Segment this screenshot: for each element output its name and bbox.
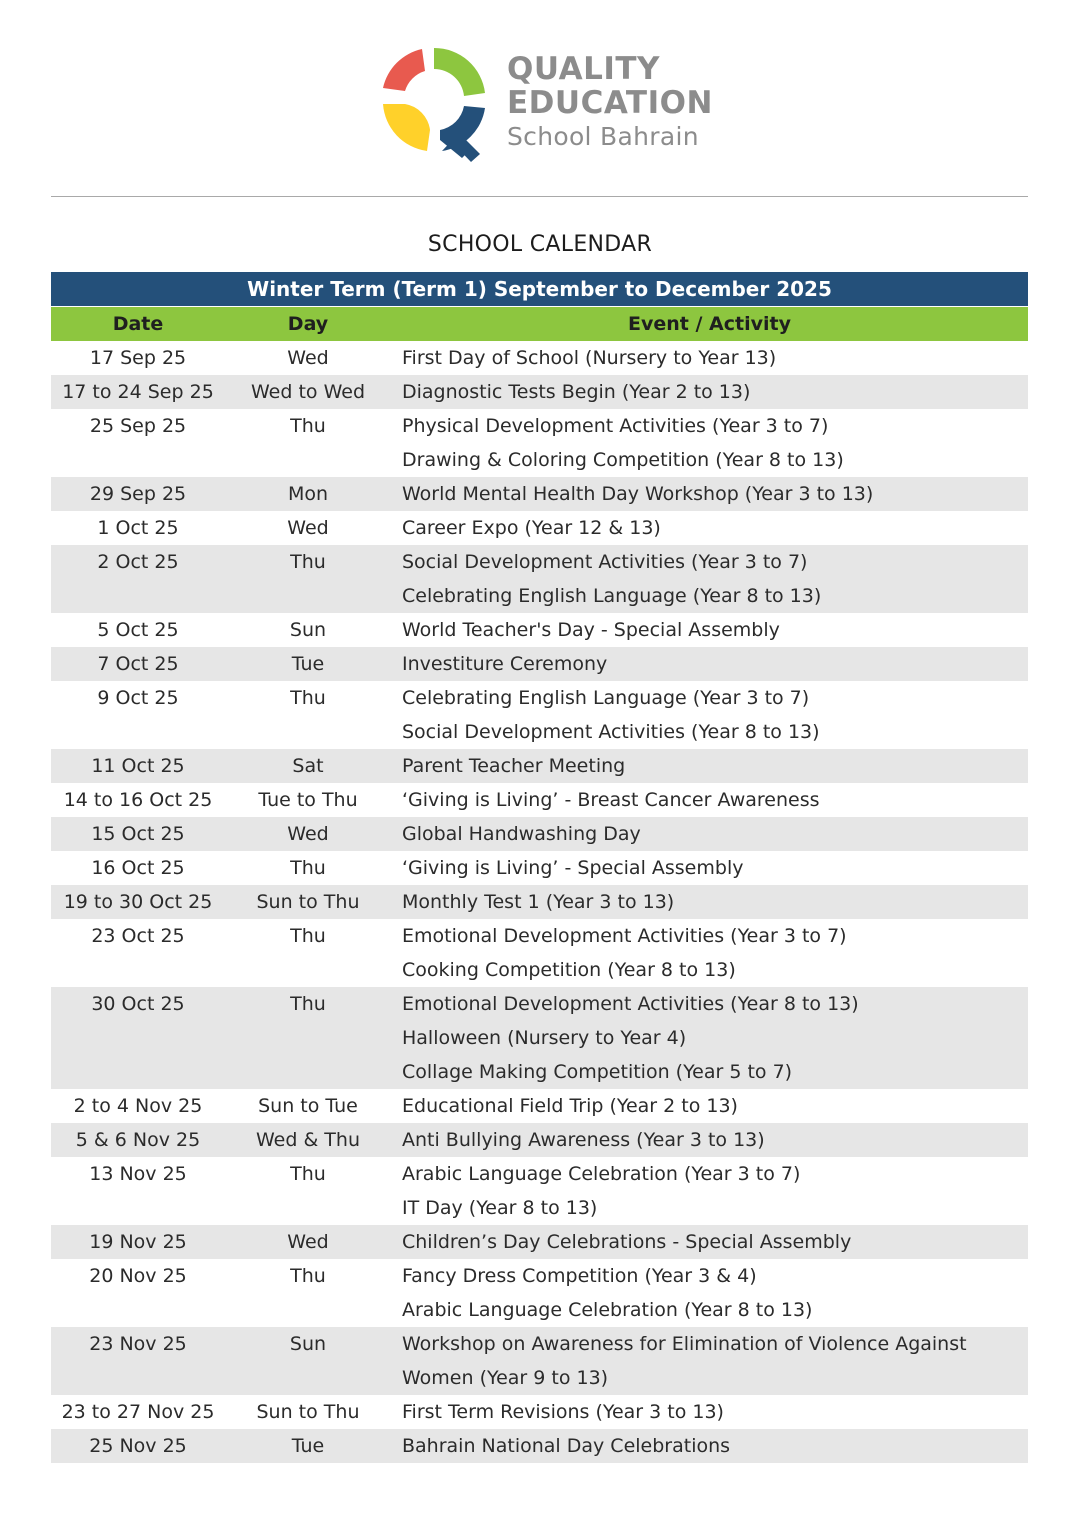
row-date: 16 Oct 25: [91, 857, 185, 879]
event-text: World Teacher's Day - Special Assembly: [402, 619, 780, 641]
row-events: [391, 987, 1028, 1089]
row-events: [391, 1327, 1028, 1395]
row-events: [391, 749, 1028, 783]
column-header-day: Day: [225, 307, 391, 341]
table-row: [51, 987, 1028, 1089]
event-text: Bahrain National Day Celebrations: [402, 1435, 731, 1457]
event-text: ‘Giving is Living’ - Breast Cancer Awareness: [402, 789, 820, 811]
row-date: 23 to 27 Nov 25: [61, 1401, 215, 1423]
calendar-table: [51, 307, 1028, 1463]
row-events: [391, 409, 1028, 477]
event-text: Emotional Development Activities (Year 3 to 7): [402, 925, 847, 947]
logo-segment-green: [434, 48, 485, 96]
row-events: [391, 1089, 1028, 1123]
row-date: 25 Sep 25: [89, 415, 187, 437]
table-row: [51, 681, 1028, 749]
row-date: 30 Oct 25: [51, 987, 225, 1089]
row-events: [391, 1157, 1028, 1225]
event-text: Workshop on Awareness for Elimination of Violence Against: [402, 1333, 967, 1355]
row-date: 20 Nov 25: [89, 1265, 187, 1287]
table-row: [51, 1395, 1028, 1429]
row-day: Wed: [287, 347, 329, 369]
row-events: [391, 681, 1028, 749]
table-row: [51, 409, 1028, 477]
event-text: Celebrating English Language (Year 8 to 13): [402, 585, 822, 607]
row-day: Thu: [225, 545, 391, 613]
header-divider: [51, 196, 1028, 197]
event-text: World Mental Health Day Workshop (Year 3 to 13): [402, 483, 874, 505]
event-text: Arabic Language Celebration (Year 8 to 13): [402, 1299, 813, 1321]
row-events: [391, 885, 1028, 919]
quality-education-logo: [372, 38, 496, 162]
table-row: [51, 817, 1028, 851]
table-row: [51, 341, 1028, 375]
event-text: ‘Giving is Living’ - Special Assembly: [402, 857, 744, 879]
row-events: [391, 1429, 1028, 1463]
row-events: [391, 1123, 1028, 1157]
row-date: 25 Nov 25: [51, 1429, 225, 1463]
event-text: Women (Year 9 to 13): [402, 1367, 609, 1389]
logo-line-quality: QUALITY: [507, 51, 660, 87]
event-text: Parent Teacher Meeting: [402, 755, 626, 777]
event-text: First Term Revisions (Year 3 to 13): [402, 1401, 724, 1423]
table-row: [51, 1157, 1028, 1225]
row-events: [391, 341, 1028, 375]
event-text: Emotional Development Activities (Year 8 to 13): [402, 993, 859, 1015]
table-row: [51, 919, 1028, 987]
row-day: Tue to Thu: [258, 789, 358, 811]
column-header-row: [51, 307, 1028, 341]
row-day: Thu: [290, 857, 326, 879]
table-row: [51, 511, 1028, 545]
table-row: [51, 1429, 1028, 1463]
row-day: Sun: [289, 619, 327, 641]
event-text: Global Handwashing Day: [402, 823, 641, 845]
logo-line-education: EDUCATION: [507, 85, 713, 121]
row-date: 17 to 24 Sep 25: [51, 375, 225, 409]
row-date: 2 Oct 25: [51, 545, 225, 613]
row-date: 15 Oct 25: [51, 817, 225, 851]
row-day: Tue: [225, 1429, 391, 1463]
event-text: Collage Making Competition (Year 5 to 7): [402, 1061, 793, 1083]
row-events: [391, 919, 1028, 987]
logo-segment-red: [383, 49, 425, 91]
row-events: [391, 511, 1028, 545]
row-events: [391, 375, 1028, 409]
row-day: Wed & Thu: [225, 1123, 391, 1157]
row-date: 7 Oct 25: [51, 647, 225, 681]
event-text: Career Expo (Year 12 & 13): [402, 517, 661, 539]
event-text: Investiture Ceremony: [402, 653, 608, 675]
row-date: 13 Nov 25: [89, 1163, 187, 1185]
row-date: 29 Sep 25: [51, 477, 225, 511]
table-row: [51, 885, 1028, 919]
row-date: 14 to 16 Oct 25: [63, 789, 213, 811]
row-date: 5 & 6 Nov 25: [51, 1123, 225, 1157]
row-day: Wed: [225, 1225, 391, 1259]
event-text: Drawing & Coloring Competition (Year 8 to 13): [402, 449, 844, 471]
row-date: 9 Oct 25: [97, 687, 179, 709]
column-header-date: Date: [51, 307, 225, 341]
row-day: Thu: [225, 987, 391, 1089]
event-text: Anti Bullying Awareness (Year 3 to 13): [402, 1129, 765, 1151]
event-text: Social Development Activities (Year 3 to 7): [402, 551, 808, 573]
table-row: [51, 477, 1028, 511]
row-events: [391, 545, 1028, 613]
row-events: [391, 647, 1028, 681]
event-text: Physical Development Activities (Year 3 to 7): [402, 415, 829, 437]
row-date: 5 Oct 25: [97, 619, 179, 641]
row-day: Thu: [290, 1163, 326, 1185]
logo-wordmark: [507, 52, 713, 154]
event-text: Cooking Competition (Year 8 to 13): [402, 959, 736, 981]
event-text: Arabic Language Celebration (Year 3 to 7): [402, 1163, 801, 1185]
event-text: Monthly Test 1 (Year 3 to 13): [402, 891, 675, 913]
row-events: [391, 783, 1028, 817]
row-day: Thu: [290, 415, 326, 437]
row-day: Thu: [290, 687, 326, 709]
row-day: Wed: [287, 517, 329, 539]
row-day: Sun to Thu: [256, 1401, 360, 1423]
table-row: [51, 749, 1028, 783]
event-text: Children’s Day Celebrations - Special Assembly: [402, 1231, 852, 1253]
row-day: Tue: [225, 647, 391, 681]
table-row: [51, 783, 1028, 817]
table-row: [51, 613, 1028, 647]
event-text: First Day of School (Nursery to Year 13): [402, 347, 777, 369]
event-text: Celebrating English Language (Year 3 to 7): [402, 687, 810, 709]
event-text: Fancy Dress Competition (Year 3 & 4): [402, 1265, 757, 1287]
row-day: Thu: [290, 925, 326, 947]
row-day: Thu: [290, 1265, 326, 1287]
row-day: Mon: [225, 477, 391, 511]
row-day: Sat: [225, 749, 391, 783]
page-title: SCHOOL CALENDAR: [427, 232, 653, 257]
event-text: Social Development Activities (Year 8 to 13): [402, 721, 820, 743]
event-text: Educational Field Trip (Year 2 to 13): [402, 1095, 738, 1117]
row-events: [391, 817, 1028, 851]
row-day: Sun to Thu: [225, 885, 391, 919]
row-date: 2 to 4 Nov 25: [73, 1095, 203, 1117]
row-day: Sun: [225, 1327, 391, 1395]
event-text: Halloween (Nursery to Year 4): [402, 1027, 687, 1049]
row-events: [391, 613, 1028, 647]
table-row: [51, 647, 1028, 681]
row-events: [391, 851, 1028, 885]
event-text: Diagnostic Tests Begin (Year 2 to 13): [402, 381, 751, 403]
table-row: [51, 1327, 1028, 1395]
row-day: Wed: [225, 817, 391, 851]
term-heading: Winter Term (Term 1) September to December 2025: [51, 272, 1028, 306]
header: [0, 0, 1080, 180]
table-row: [51, 851, 1028, 885]
row-date: 11 Oct 25: [51, 749, 225, 783]
column-header-event: Event / Activity: [391, 307, 1028, 341]
event-text: IT Day (Year 8 to 13): [402, 1197, 598, 1219]
row-date: 19 to 30 Oct 25: [51, 885, 225, 919]
logo-line-school: School Bahrain: [507, 122, 699, 151]
logo-segment-yellow: [383, 104, 430, 151]
row-day: Sun to Tue: [258, 1095, 358, 1117]
table-row: [51, 1089, 1028, 1123]
table-row: [51, 1225, 1028, 1259]
row-date: 17 Sep 25: [89, 347, 187, 369]
row-date: 19 Nov 25: [51, 1225, 225, 1259]
table-row: [51, 375, 1028, 409]
row-events: [391, 1395, 1028, 1429]
row-date: 1 Oct 25: [97, 517, 179, 539]
row-events: [391, 1225, 1028, 1259]
row-events: [391, 477, 1028, 511]
table-row: [51, 1259, 1028, 1327]
row-day: Wed to Wed: [225, 375, 391, 409]
table-row: [51, 1123, 1028, 1157]
row-date: 23 Nov 25: [51, 1327, 225, 1395]
table-row: [51, 545, 1028, 613]
row-events: [391, 1259, 1028, 1327]
calendar-body: [51, 341, 1028, 1463]
row-date: 23 Oct 25: [91, 925, 185, 947]
